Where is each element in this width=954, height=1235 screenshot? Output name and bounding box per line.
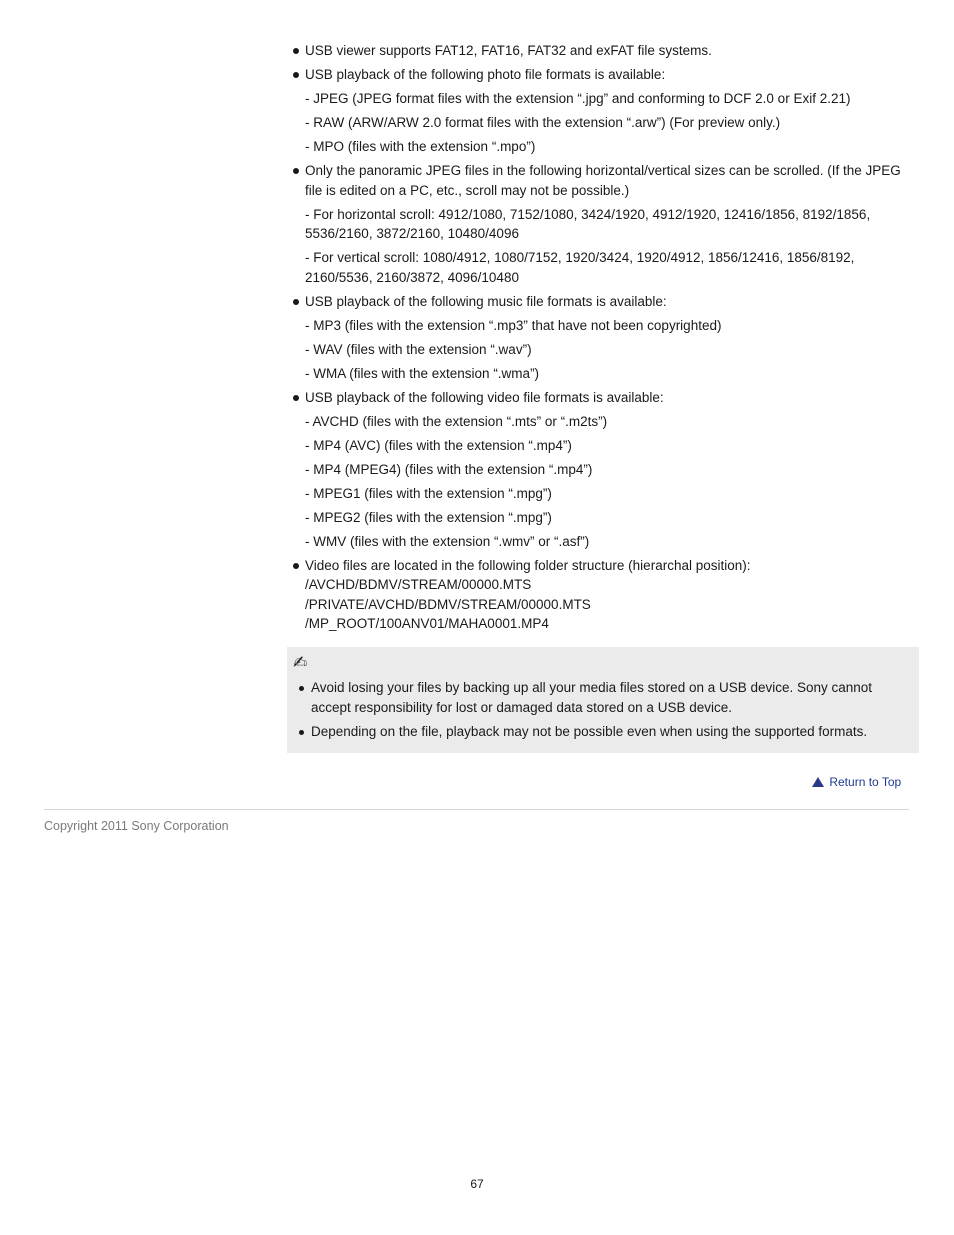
bullet-icon	[299, 730, 304, 735]
folder-path-private: /PRIVATE/AVCHD/BDMV/STREAM/00000.MTS	[305, 596, 591, 612]
photo-format-raw: - RAW (ARW/ARW 2.0 format files with the extension “.arw”) (For preview only.)	[305, 115, 781, 130]
list-item-filesystems	[292, 41, 918, 61]
music-format-wav: - WAV (files with the extension “.wav”)	[305, 341, 532, 357]
video-format-wmv: - WMV (files with the extension “.wmv” or “.asf”)	[305, 533, 590, 549]
bullet-icon	[293, 168, 299, 174]
note-item-backup	[298, 678, 898, 717]
list-item-music-formats	[292, 292, 918, 312]
note-playback-text: Depending on the file, playback may not be possible even when using the supported formats.	[311, 723, 868, 739]
bullet-icon	[293, 563, 299, 569]
panoramic-horizontal: - For horizontal scroll: 4912/1080, 7152/1080, 3424/1920, 4912/1920, 12416/1856, 8192/1856, 5536/2160, 3872/2160, 10480/4096	[305, 206, 871, 241]
list-item-video-formats	[292, 388, 918, 408]
video-format-avchd: - AVCHD (files with the extension “.mts” or “.m2ts”)	[305, 413, 608, 429]
note-box	[287, 647, 919, 753]
bullet-icon	[299, 686, 304, 691]
panoramic-heading: Only the panoramic JPEG files in the following horizontal/vertical sizes can be scrolled. (If the JPEG file is edited on a PC, etc., scroll may not be possible.)	[305, 163, 901, 198]
note-list	[298, 678, 898, 746]
note-pen-icon: ✍	[293, 653, 308, 673]
video-format-mpeg2: - MPEG2 (files with the extension “.mpg”)	[305, 509, 552, 525]
folder-path-avchd: /AVCHD/BDMV/STREAM/00000.MTS	[305, 577, 532, 592]
note-backup-text: Avoid losing your files by backing up all your media files stored on a USB device. Sony cannot accept responsibility for lost or damaged data stored on a USB device.	[311, 680, 873, 715]
music-format-mp3: - MP3 (files with the extension “.mp3” that have not been copyrighted)	[305, 317, 722, 333]
filesystems-text: USB viewer supports FAT12, FAT16, FAT32 and exFAT file systems.	[305, 43, 712, 58]
video-format-mpeg1: - MPEG1 (files with the extension “.mpg”)	[305, 485, 552, 501]
music-formats-heading: USB playback of the following music file formats is available:	[305, 293, 667, 309]
arrow-up-icon	[812, 777, 824, 787]
folder-path-mp-root: /MP_ROOT/100ANV01/MAHA0001.MP4	[305, 616, 549, 631]
photo-formats-heading: USB playback of the following photo file formats is available:	[305, 67, 666, 82]
bullet-icon	[293, 48, 299, 54]
folder-structure-heading: Video files are located in the following folder structure (hierarchal position):	[305, 557, 751, 573]
list-item-folder-structure	[292, 556, 918, 634]
bullet-icon	[293, 299, 299, 305]
bullet-icon	[293, 72, 299, 78]
copyright-text: Copyright 2011 Sony Corporation	[44, 819, 229, 833]
main-content	[292, 41, 918, 638]
video-formats-heading: USB playback of the following video file formats is available:	[305, 389, 664, 405]
bullet-icon	[293, 395, 299, 401]
list-item-panoramic	[292, 161, 918, 200]
music-format-wma: - WMA (files with the extension “.wma”)	[305, 365, 540, 381]
page-number: 67	[470, 1177, 484, 1191]
photo-format-mpo: - MPO (files with the extension “.mpo”)	[305, 139, 536, 154]
list-item-photo-formats	[292, 65, 918, 85]
note-item-playback	[298, 722, 898, 742]
footer-divider	[44, 809, 909, 810]
video-format-mp4-mpeg4: - MP4 (MPEG4) (files with the extension “.mp4”)	[305, 461, 593, 477]
return-to-top-label: Return to Top	[829, 775, 902, 789]
panoramic-vertical: - For vertical scroll: 1080/4912, 1080/7152, 1920/3424, 1920/4912, 1856/12416, 1856/8192, 2160/5536, 2160/3872, 4096/10480	[305, 250, 855, 285]
photo-format-jpeg: - JPEG (JPEG format files with the extension “.jpg” and conforming to DCF 2.0 or Exif 2.21)	[305, 91, 851, 106]
video-format-mp4-avc: - MP4 (AVC) (files with the extension “.mp4”)	[305, 437, 572, 453]
return-to-top-link[interactable]	[812, 775, 901, 789]
